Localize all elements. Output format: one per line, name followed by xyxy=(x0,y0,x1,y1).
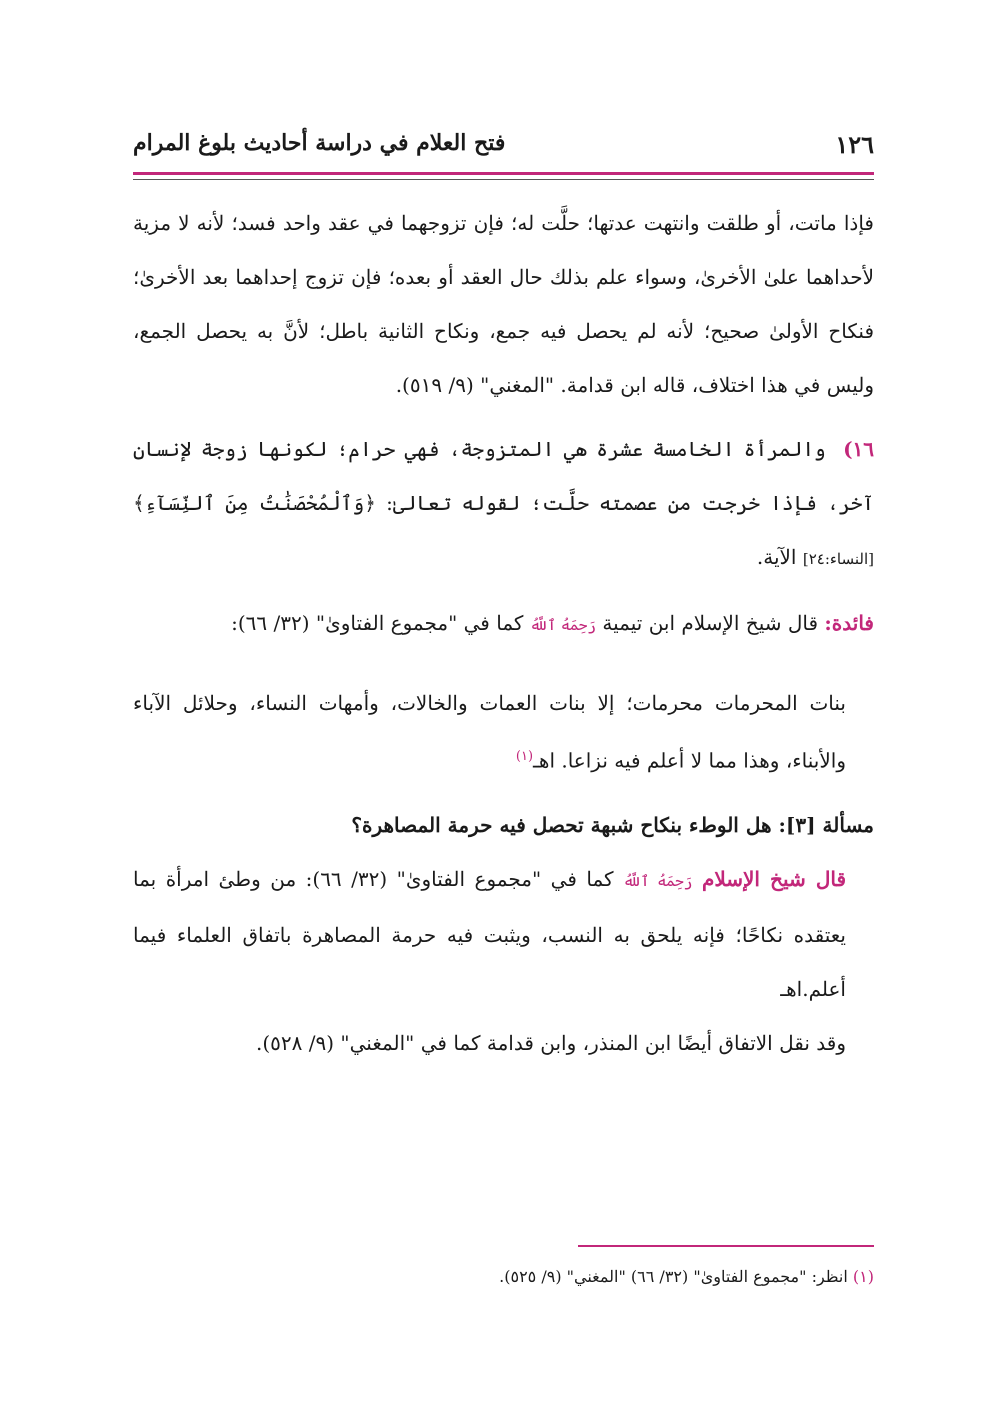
answer-label: قال شيخ الإسلام xyxy=(701,866,847,891)
question-text: هل الوطء بنكاح شبهة تحصل فيه حرمة المصاهرة؟ xyxy=(351,812,772,837)
footnote-text: انظر: "مجموع الفتاوىٰ" (٣٢/ ٦٦) "المغني" (٩/ ٥٢٥). xyxy=(499,1267,848,1286)
footnote-marker: (١) xyxy=(515,749,534,764)
item-16 xyxy=(133,422,874,586)
quran-verse: ﴿وَٱلْمُحْصَنَٰتُ مِنَ ٱلنِّسَآءِ﴾ xyxy=(133,491,376,515)
footnote-rule xyxy=(578,1245,874,1247)
item-number: ١٦) xyxy=(843,437,875,461)
answer-text: كما في "مجموع الفتاوىٰ" (٣٢/ ٦٦): من وطئ امرأة بما يعتقده نكاحًا؛ فإنه يلحق به النسب، ويثبت فيه حرمة المصاهرة باتفاق العلماء فيما أعلم.اهـ xyxy=(133,866,846,1001)
item-16-tail: الآية. xyxy=(756,545,797,569)
answer xyxy=(133,852,874,1016)
faida xyxy=(133,596,874,652)
question xyxy=(133,798,874,852)
honorific: رَحِمَهُ ٱللَّهُ xyxy=(623,871,693,890)
quote-text: بنات المحرمات محرمات؛ إلا بنات العمات والخالات، وأمهات النساء، وحلائل الآباء والأبناء، وهذا مما لا أعلم فيه نزاعا. اهـ xyxy=(133,691,846,773)
header-rule-thin xyxy=(133,179,874,180)
book-title: فتح العلام في دراسة أحاديث بلوغ المرام xyxy=(133,130,506,156)
header-rule xyxy=(133,172,874,175)
item-16-text: والمرأة الخامسة عشرة هي المتزوجة، فهي حرام؛ لكونها زوجة لإنسان آخر، فإذا خرجت من عصمته حلَّت؛ لقوله تعالىٰ: xyxy=(133,437,875,515)
question-label: مسألة [٣]: xyxy=(778,812,874,837)
faida-text-2: كما في "مجموع الفتاوىٰ" (٣٢/ ٦٦): xyxy=(231,611,524,635)
faida-label: فائدة: xyxy=(824,611,874,635)
quote xyxy=(133,676,874,788)
honorific: رَحِمَهُ ٱللَّهُ xyxy=(529,616,597,634)
footnote-number: (١) xyxy=(852,1267,874,1286)
page-number: ١٢٦ xyxy=(835,130,874,159)
faida-text: قال شيخ الإسلام ابن تيمية xyxy=(602,611,819,635)
page-body xyxy=(133,196,874,1070)
quran-reference: [النساء:٢٤] xyxy=(802,550,874,568)
page-header xyxy=(133,120,874,170)
footnote xyxy=(133,1262,874,1292)
closing: وقد نقل الاتفاق أيضًا ابن المنذر، وابن قدامة كما في "المغني" (٩/ ٥٢٨). xyxy=(255,1030,846,1055)
paragraph-1: فإذا ماتت، أو طلقت وانتهت عدتها؛ حلَّت له؛ فإن تزوجهما في عقد واحد فسد؛ لأنه لا مزية لأحداهما علىٰ الأخرىٰ، وسواء علم بذلك حال العقد أو بعده؛ فإن تزوج إحداهما بعد الأخرىٰ؛ فنكاح الأولىٰ صحيح؛ لأنه لم يحصل فيه جمع، ونكاح الثانية باطل؛ لأنَّ به يحصل الجمع، وليس في هذا اختلاف، قاله ابن قدامة. "المغني" (٩/ ٥١٩). xyxy=(133,211,874,397)
